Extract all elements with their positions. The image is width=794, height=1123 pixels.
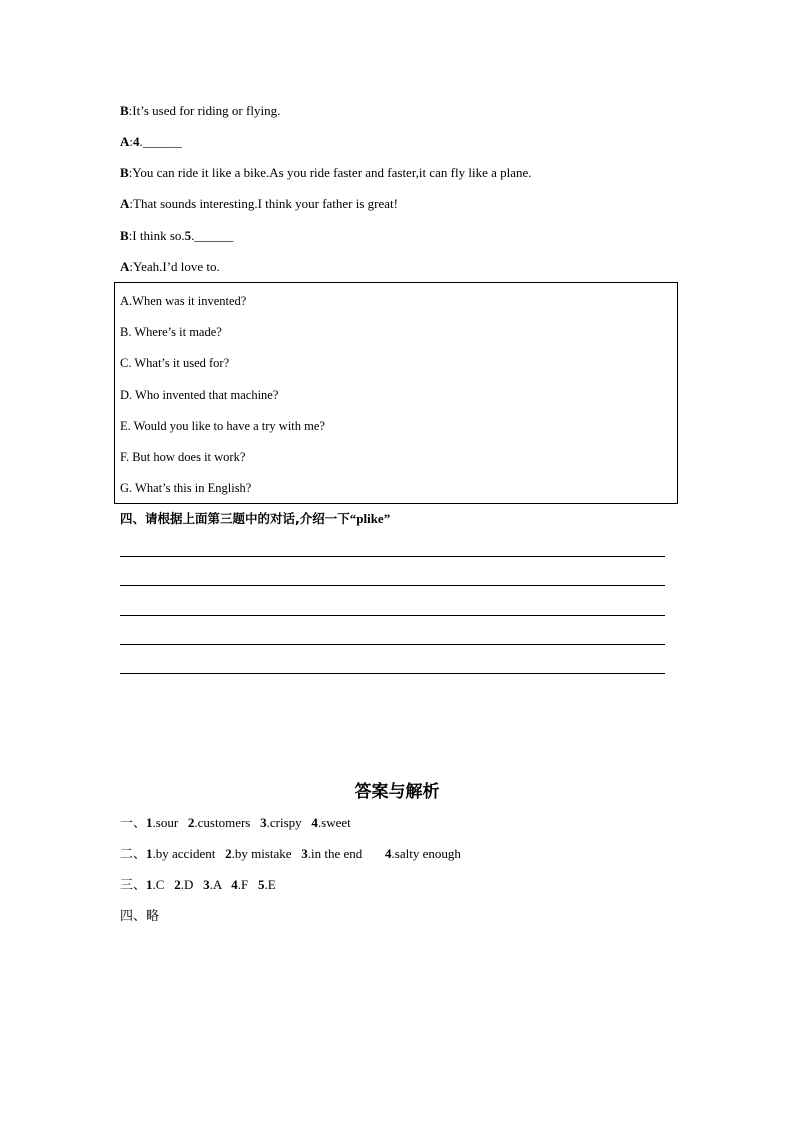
answer-number: 4 [231,877,238,892]
answer-number: 3 [203,877,210,892]
writing-line[interactable] [120,615,665,616]
answer-blank: ______ [142,134,182,149]
line-text: :That sounds interesting.I think your father is great! [129,196,398,211]
question-number: 5 [184,228,192,243]
answer-row-label: 三、 [120,878,147,893]
options-box [114,282,678,504]
line-text: :It’s used for riding or flying. [128,103,281,118]
answer-number: 2 [225,846,232,861]
answer-number: 4 [385,846,392,861]
answer-value: .customers [194,815,251,830]
dialogue-line-1 [120,103,280,119]
answer-number: 2 [174,877,181,892]
option-a: A.When was it invented? [120,294,247,308]
dialogue-line-5 [120,228,233,244]
answer-value: 略 [146,909,160,924]
option-e: E. Would you like to have a try with me? [120,419,325,433]
answer-value: .sour [152,815,179,830]
answer-row-3 [120,877,276,894]
line-text: . [139,134,143,149]
writing-line[interactable] [120,673,665,674]
answer-number: 4 [311,815,318,830]
answer-value: .F [237,877,249,892]
answer-value: .by accident [152,846,216,861]
dialogue-line-6 [120,259,220,275]
option-b: B. Where’s it made? [120,325,222,339]
answer-number: 1 [146,877,153,892]
answer-number: 2 [187,815,195,830]
writing-line[interactable] [120,644,665,645]
answer-row-label: 二、 [120,847,147,862]
speaker: B [120,103,129,118]
answer-value: .A [209,877,222,892]
writing-line[interactable] [120,585,665,586]
option-c: C. What’s it used for? [120,356,230,370]
line-text: :You can ride it like a bike.As you ride faster and faster,it can fly like a plane. [128,165,532,180]
line-text: :I think so. [128,228,185,243]
answer-blank: ______ [194,228,234,243]
answer-value: .in the end [307,846,363,861]
answer-number: 1 [146,815,153,830]
speaker: A [120,196,130,211]
answer-value: .C [152,877,165,892]
answer-value: .salty enough [391,846,461,861]
option-f: F. But how does it work? [120,450,246,464]
answer-row-label: 一、 [120,816,147,831]
line-text: . [191,228,195,243]
answers-heading: 答案与解析 [354,782,440,802]
dialogue-line-3 [120,165,532,181]
answer-number: 3 [260,815,267,830]
section-4-term: “plike” [349,511,391,526]
answer-number: 1 [146,846,153,861]
speaker: B [120,228,129,243]
dialogue-line-4 [120,196,398,212]
answer-value: .sweet [317,815,351,830]
line-text: :Yeah.I’d love to. [129,259,220,274]
answer-number: 5 [257,877,265,892]
answer-value: .crispy [266,815,302,830]
writing-line[interactable] [120,556,665,557]
answer-row-2 [120,846,461,863]
option-d: D. Who invented that machine? [120,388,279,402]
answer-value: .D [180,877,194,892]
answer-row-1 [120,815,351,832]
answer-value: .E [264,877,276,892]
answer-number: 3 [301,846,308,861]
question-number: 4 [133,134,140,149]
speaker: B [120,165,129,180]
section-4-prompt [120,511,390,527]
answer-row-4 [120,908,159,925]
answer-value: .by mistake [231,846,292,861]
option-g: G. What’s this in English? [120,481,252,495]
answer-row-label: 四、 [120,909,147,924]
speaker: A [120,134,130,149]
dialogue-line-2: A:4.______ [120,134,182,149]
speaker: A [120,259,130,274]
section-4-label: 四、请根据上面第三题中的对话,介绍一下 [120,511,350,526]
